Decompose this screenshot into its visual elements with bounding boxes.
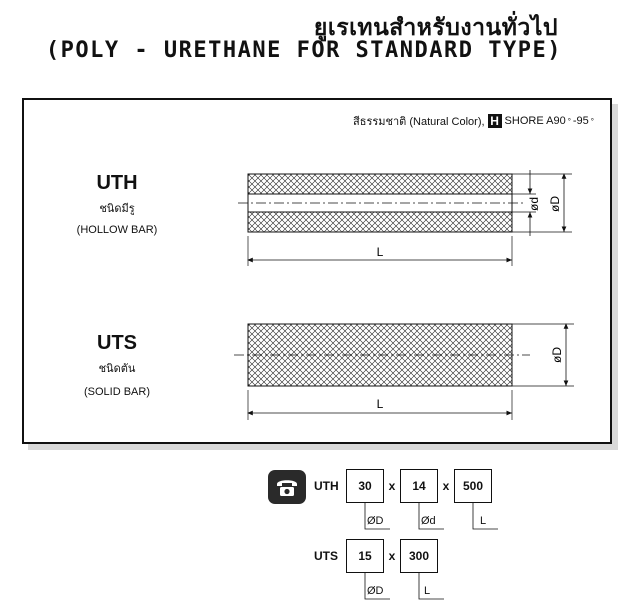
uts-order-label: UTS <box>314 549 338 563</box>
uth-code: UTH <box>96 172 138 194</box>
uts-length-box: 300 <box>400 539 438 573</box>
shore-text: SHORE A90 <box>504 115 566 127</box>
times-sep: x <box>388 549 396 563</box>
uts-od-box: 15 <box>346 539 384 573</box>
uth-caption-od: ØD <box>367 515 384 527</box>
uth-length-box: 500 <box>454 469 492 503</box>
uts-name-english: (SOLID BAR) <box>83 386 150 398</box>
uth-order-label: UTH <box>314 479 339 493</box>
natural-color-text: สีธรรมชาติ (Natural Color), <box>353 116 485 128</box>
uth-id-box: 14 <box>400 469 438 503</box>
uts-caption-brackets <box>346 573 456 605</box>
uts-caption-od: ØD <box>367 585 384 597</box>
uts-code: UTS <box>97 332 137 354</box>
page-title-thai: ยูเรเทนสำหรับงานทั่วไป <box>313 14 558 40</box>
hollow-bar-drawing <box>238 170 572 266</box>
uth-od-box: 30 <box>346 469 384 503</box>
drawing-frame <box>22 98 612 444</box>
uth-name-thai: ชนิดมีรู <box>99 203 135 215</box>
uth-name-english: (HOLLOW BAR) <box>76 224 158 236</box>
degree-mark: ° <box>567 116 571 126</box>
uts-name-thai: ชนิดตัน <box>98 363 136 375</box>
uts-caption-length: L <box>424 585 431 597</box>
uth-dim-length: L <box>376 245 384 259</box>
uts-dim-length: L <box>376 397 384 411</box>
shore-range: -95 <box>572 115 589 127</box>
solid-bar-drawing <box>234 324 574 420</box>
times-sep: x <box>442 479 450 493</box>
uth-order-row <box>314 469 492 503</box>
degree-mark-2: ° <box>590 116 594 126</box>
technical-drawing <box>24 100 610 442</box>
uts-order-row <box>314 539 438 573</box>
uth-dim-inner: ød <box>527 196 541 212</box>
times-sep: x <box>388 479 396 493</box>
telephone-icon <box>268 470 306 504</box>
uth-caption-id: Ød <box>421 515 436 527</box>
uth-caption-length: L <box>480 515 487 527</box>
hardness-h-icon: H <box>488 114 502 128</box>
page-title-english: (POLY - URETHANE FOR STANDARD TYPE) <box>45 38 562 63</box>
uth-dim-outer: øD <box>548 196 562 212</box>
uts-dim-outer: øD <box>550 347 564 363</box>
